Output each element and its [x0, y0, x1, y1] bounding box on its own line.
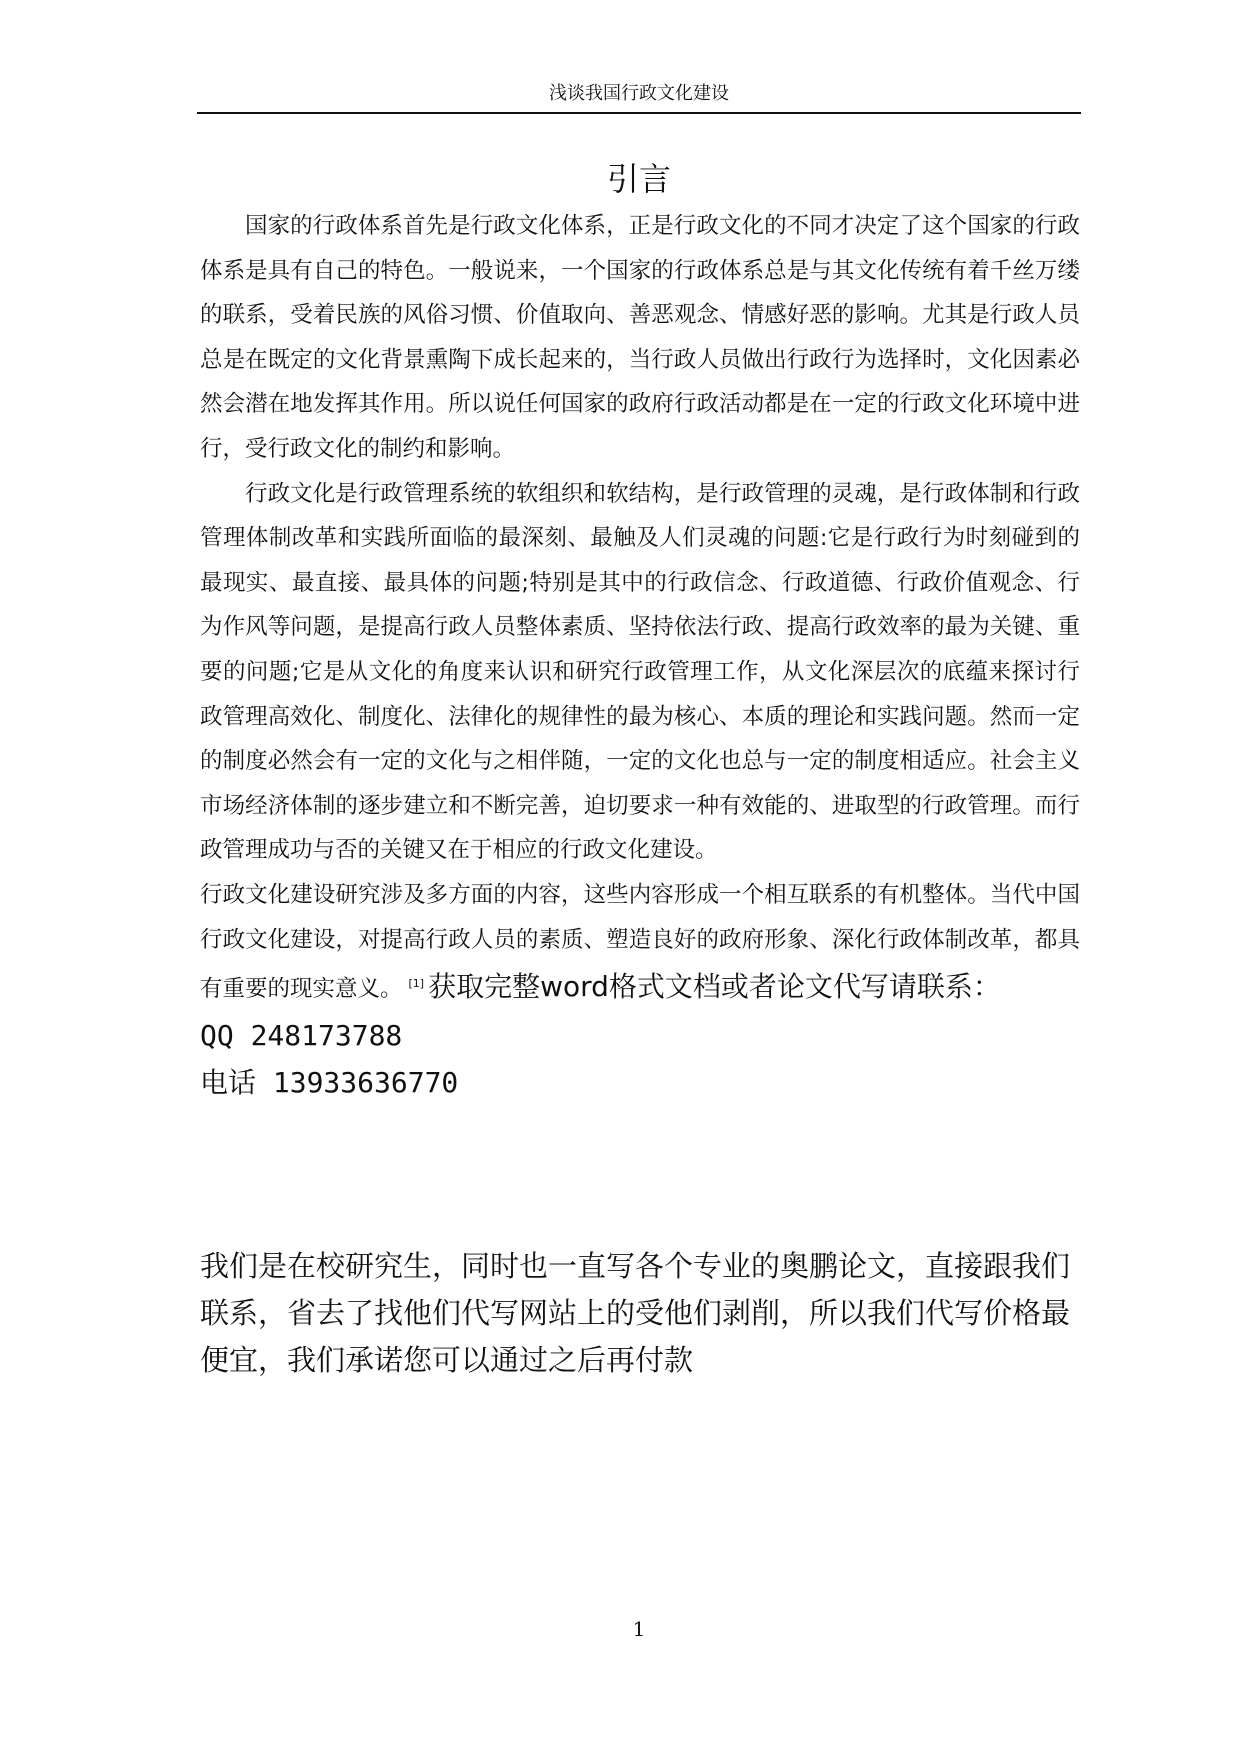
paragraph-1: 国家的行政体系首先是行政文化体系，正是行政文化的不同才决定了这个国家的行政体系是具有自己的特色。一般说来，一个国家的行政体系总是与其文化传统有着千丝万缕的联系，受着民族的风俗习惯、价值取向、善恶观念、情感好恶的影响。尤其是行政人员总是在既定的文化背景熏陶下成长起来的，当行政人员做出行政行为选择时，文化因素必然会潜在地发挥其作用。所以说任何国家的政府行政活动都是在一定的行政文化环境中进行，受行政文化的制约和影响。: [200, 213, 1080, 462]
page-number: 1: [632, 1617, 646, 1641]
paragraph-3: [200, 873, 1080, 1012]
contact-prompt: 获取完整word格式文档或者论文代写请联系：: [428, 970, 1001, 1004]
paragraph-2: 行政文化是行政管理系统的软组织和软结构，是行政管理的灵魂，是行政体制和行政管理体制改革和实践所面临的最深刻、最触及人们灵魂的问题:它是行政行为时刻碰到的最现实、最直接、最具体的问题;特别是其中的行政信念、行政道德、行政价值观念、行为作风等问题，是提高行政人员整体素质、坚持依法行政、提高行政效率的最为关键、重要的问题;它是从文化的角度来认识和研究行政管理工作，从文化深层次的底蕴来探讨行政管理高效化、制度化、法律化的规律性的最为核心、本质的理论和实践问题。然而一定的制度必然会有一定的文化与之相伴随，一定的文化也总与一定的制度相适应。社会主义市场经济体制的逐步建立和不断完善，迫切要求一种有效能的、进取型的行政管理。而行政管理成功与否的关键又在于相应的行政文化建设。: [200, 480, 1080, 864]
body-text: [200, 204, 1080, 1106]
header-rule: [197, 112, 1081, 114]
paragraph-3-text: 行政文化建设研究涉及多方面的内容，这些内容形成一个相互联系的有机整体。当代中国行政文化建设，对提高行政人员的素质、塑造良好的政府形象、深化行政体制改革，都具有重要的现实意义。: [200, 881, 1080, 1003]
section-title: 引言: [606, 160, 671, 198]
promo-block: [200, 1243, 1080, 1384]
running-header: 浅谈我国行政文化建设: [549, 83, 729, 104]
citation-ref: [1]: [408, 977, 425, 991]
phone-contact: 电话 13933636770: [200, 1065, 459, 1099]
promo-text: 我们是在校研究生，同时也一直写各个专业的奥鹏论文，直接跟我们联系，省去了找他们代写网站上的受他们剥削，所以我们代写价格最便宜，我们承诺您可以通过之后再付款: [200, 1249, 1071, 1377]
qq-contact: QQ 248173788: [200, 1018, 403, 1052]
